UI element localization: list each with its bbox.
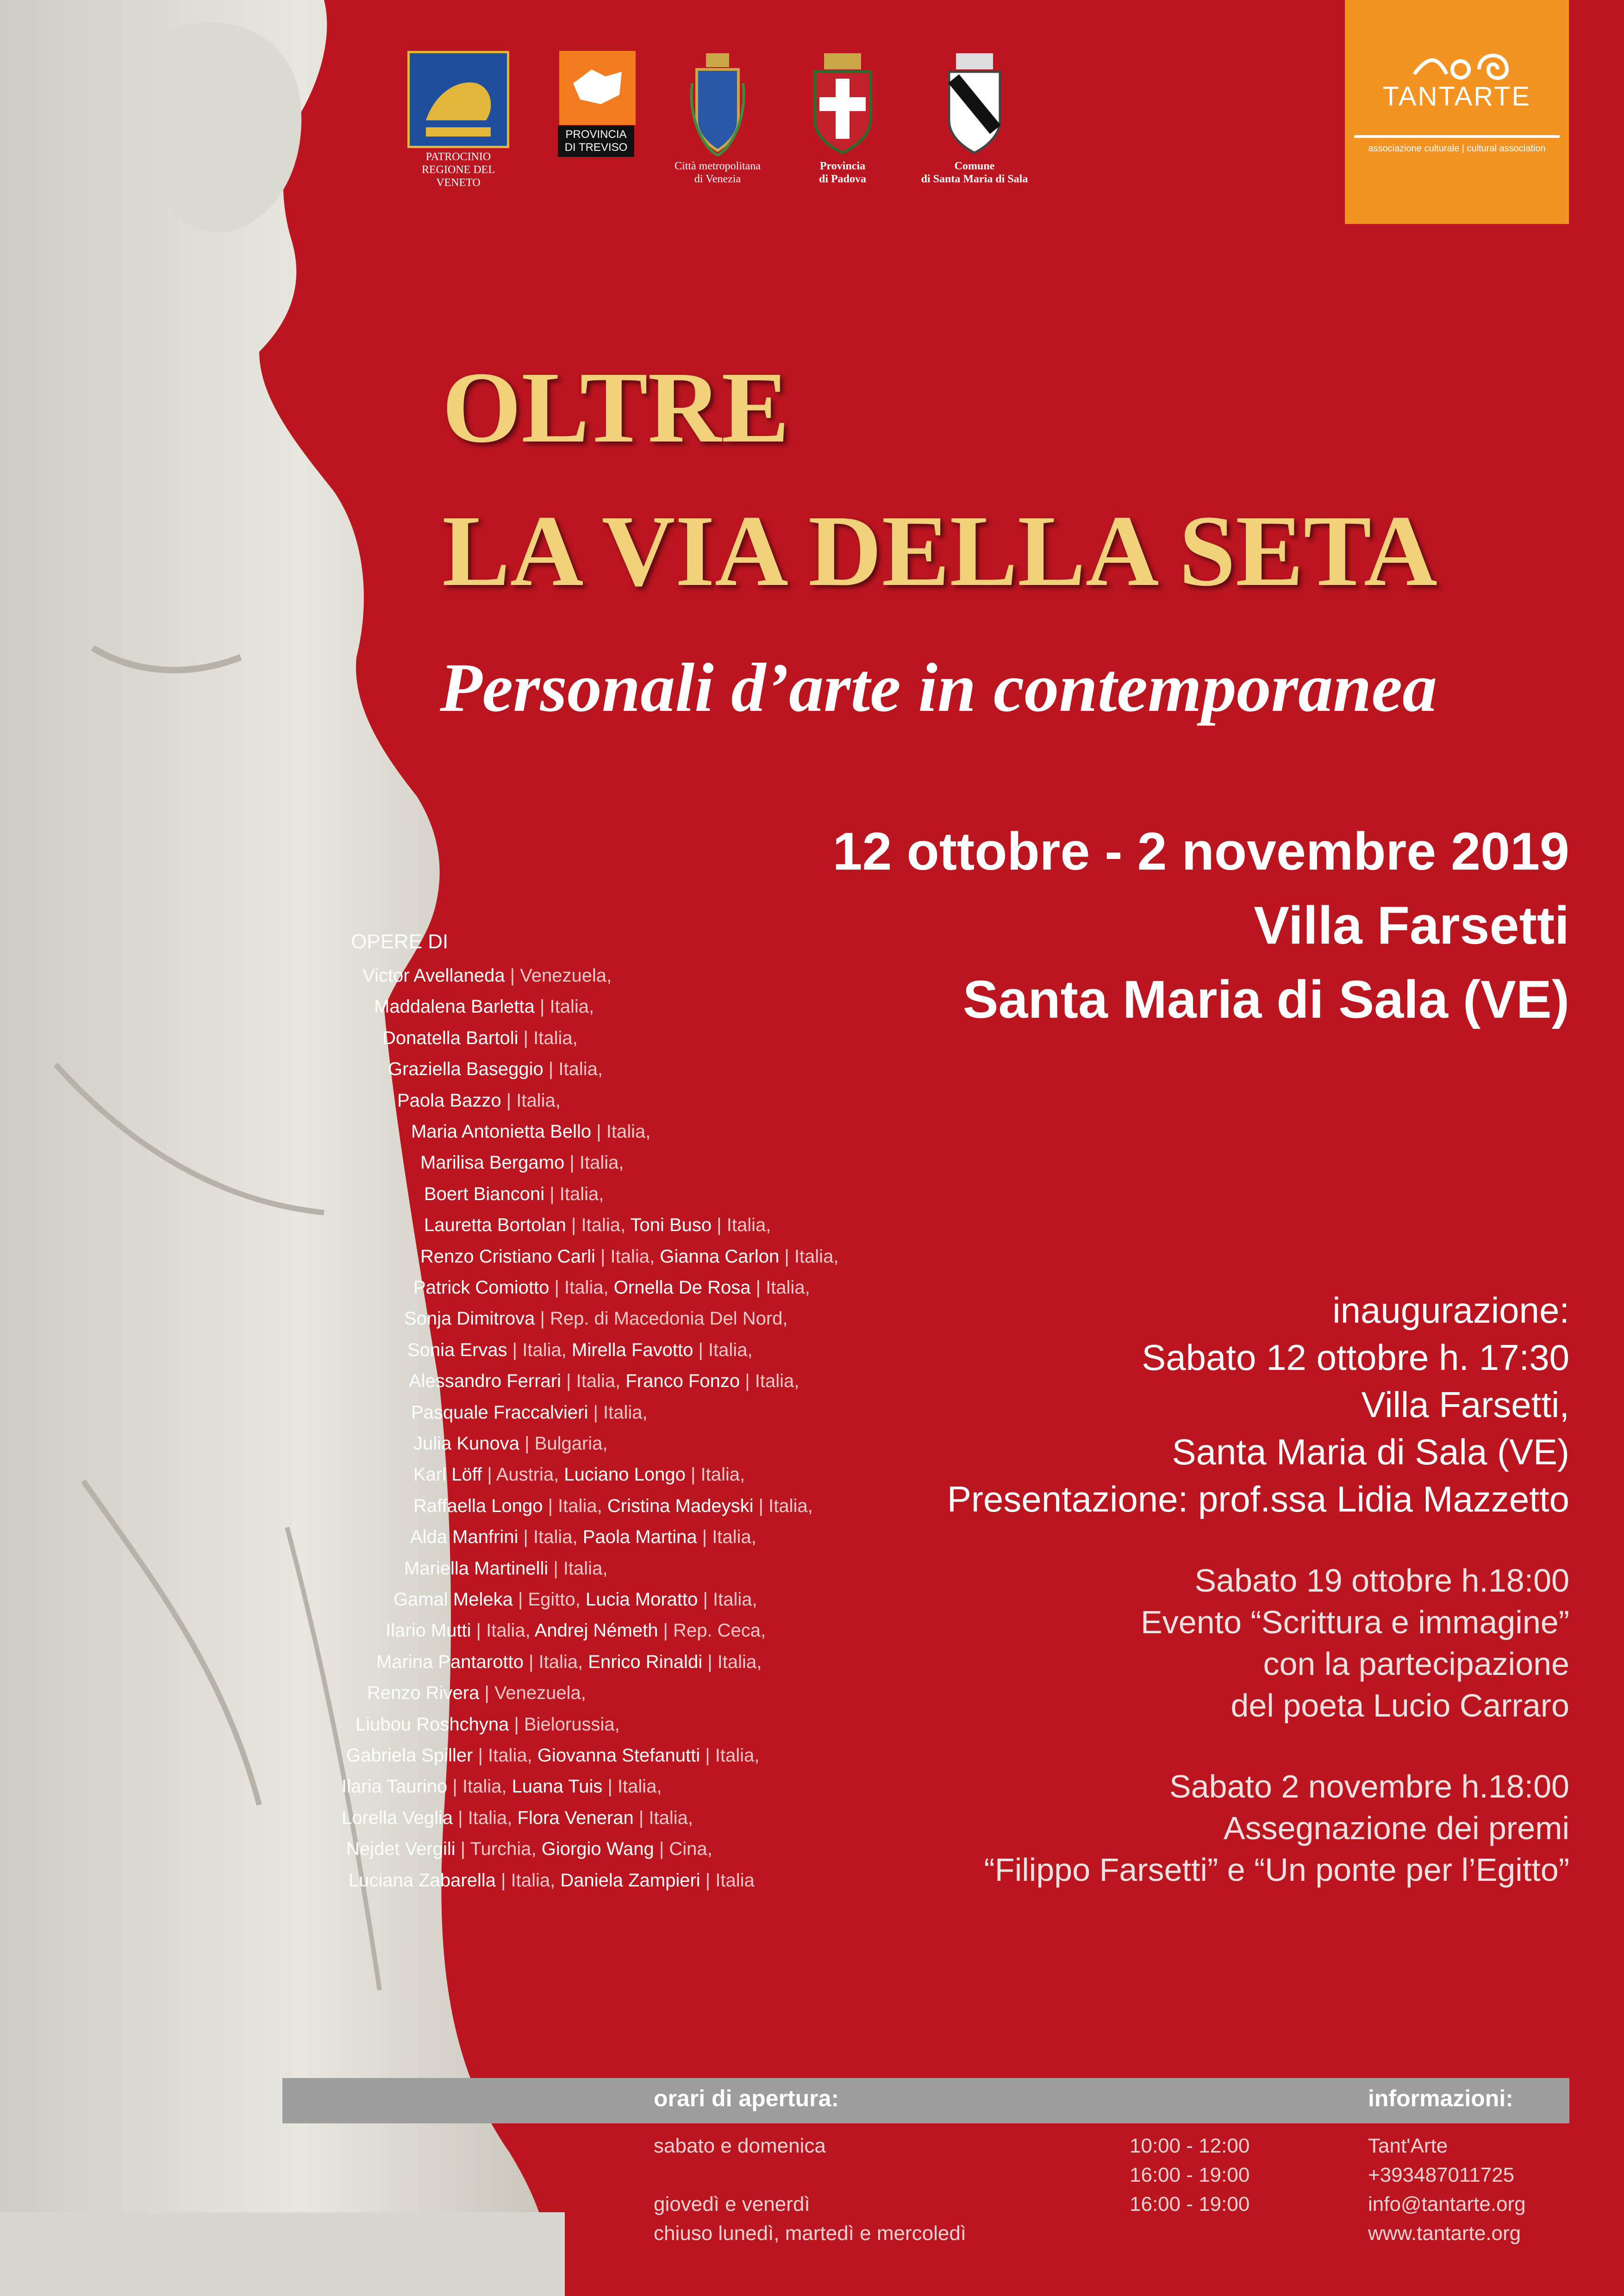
artist-name: Flora Veneran <box>517 1807 634 1828</box>
treviso-emblem-icon <box>559 51 636 125</box>
hours-day-1: sabato e domenica <box>654 2134 826 2157</box>
artist-country: | Bulgaria, <box>519 1433 608 1454</box>
artist-name: Lauretta Bortolan <box>424 1215 566 1236</box>
artist-row <box>411 1397 648 1428</box>
artist-name: Gabriela Spiller <box>346 1745 473 1766</box>
venezia-coat-of-arms-icon <box>687 51 748 157</box>
artist-name: Toni Buso <box>630 1215 712 1236</box>
artist-row <box>413 1459 745 1490</box>
artist-country: | Italia, <box>685 1464 745 1485</box>
artist-row <box>376 1647 762 1678</box>
artist-country: | Italia, <box>473 1745 537 1766</box>
artist-row <box>424 1210 771 1241</box>
artist-name: Luciana Zabarella <box>349 1870 496 1891</box>
artist-country: | Venezuela, <box>479 1683 586 1704</box>
artist-name: Alessandro Ferrari <box>409 1371 562 1392</box>
artist-name: Alda Manfrini <box>410 1527 518 1548</box>
info-phone: +393487011725 <box>1368 2164 1515 2186</box>
artist-country: | Italia, <box>561 1371 626 1392</box>
artist-row <box>410 1522 756 1553</box>
artist-row <box>394 1584 757 1615</box>
tantarte-divider <box>1354 135 1560 138</box>
artist-country: | Italia, <box>697 1527 756 1548</box>
hours-time-2: 16:00 - 19:00 <box>1130 2164 1250 2186</box>
logo-comune-santa-maria-di-sala <box>907 51 1042 186</box>
artist-row <box>362 960 612 991</box>
subtitle: Personali d’arte in contemporanea <box>440 649 1437 726</box>
artist-name: Renzo Rivera <box>367 1683 480 1704</box>
artist-row <box>367 1678 586 1709</box>
artist-row <box>386 1615 766 1646</box>
padova-caption-2: di Padova <box>818 173 867 185</box>
veneto-caption: PATROCINIO <box>425 151 491 163</box>
artist-country: | Italia, <box>548 1558 608 1579</box>
artist-name: Lorella Veglia <box>342 1807 453 1828</box>
logo-citta-metropolitana-venezia <box>667 51 768 186</box>
artist-row <box>397 1085 561 1116</box>
artist-country: | Italia, <box>453 1807 518 1828</box>
info-email: info@tantarte.org <box>1368 2193 1526 2215</box>
artist-name: Victor Avellaneda <box>362 965 505 986</box>
tantarte-name: TANTARTE <box>1382 81 1531 112</box>
artist-row <box>349 1865 755 1896</box>
info-website: www.tantarte.org <box>1368 2222 1521 2245</box>
hours-closed: chiuso lunedì, martedì e mercoledì <box>654 2222 967 2245</box>
info-organizer: Tant'Arte <box>1368 2134 1448 2157</box>
artist-name: Lucia Moratto <box>586 1589 698 1610</box>
event2-title: Assegnazione dei premi <box>1223 1810 1569 1846</box>
artist-country: | Italia, <box>496 1870 561 1891</box>
artist-row <box>404 1553 607 1584</box>
artist-country: | Italia, <box>602 1776 662 1797</box>
artist-name: Ornella De Rosa <box>613 1277 751 1298</box>
artist-name: Andrej Németh <box>534 1620 658 1641</box>
sms-caption-2: di Santa Maria di Sala <box>921 173 1028 185</box>
artist-name: Renzo Cristiano Carli <box>420 1246 595 1267</box>
artist-row <box>411 1116 650 1147</box>
artist-name: Marina Pantarotto <box>376 1651 524 1672</box>
hours-day-2: giovedì e venerdì <box>654 2193 810 2215</box>
treviso-caption-2: DI TREVISO <box>564 141 628 154</box>
artist-name: Sonja Dimitrova <box>404 1308 535 1329</box>
artist-row <box>342 1771 662 1802</box>
artist-country: | Italia, <box>698 1589 757 1610</box>
treviso-caption: PROVINCIA <box>565 128 627 141</box>
artist-name: Enrico Rinaldi <box>588 1651 703 1672</box>
artist-row <box>382 1023 578 1054</box>
hours-time-1: 10:00 - 12:00 <box>1130 2134 1250 2157</box>
artist-name: Karl Löff <box>413 1464 482 1485</box>
artist-name: Paola Bazzo <box>397 1090 501 1111</box>
artist-row <box>409 1366 799 1397</box>
event-premi-block <box>984 1766 1569 1891</box>
artist-name: Raffaella Longo <box>413 1495 543 1516</box>
artist-country: | Italia, <box>518 1527 583 1548</box>
artist-row <box>346 1834 712 1865</box>
artist-row <box>407 1335 753 1366</box>
artist-name: Maria Antonietta Bello <box>411 1121 592 1142</box>
event-dates-block <box>833 815 1569 1037</box>
artist-name: Luana Tuis <box>512 1776 603 1797</box>
artist-country: | Italia, <box>549 1277 614 1298</box>
artist-name: Liubou Roshchyna <box>356 1714 509 1735</box>
artist-country: | Italia, <box>750 1277 810 1298</box>
artist-country: | Turchia, <box>455 1839 542 1860</box>
artist-name: Julia Kunova <box>413 1433 520 1454</box>
event-place: Santa Maria di Sala (VE) <box>962 970 1569 1029</box>
artist-country: | Austria, <box>482 1464 564 1485</box>
venezia-caption: Città metropolitana <box>675 160 761 172</box>
artist-row <box>346 1740 759 1771</box>
event1-line4: del poeta Lucio Carraro <box>1230 1687 1569 1724</box>
artist-name: Patrick Comiotto <box>413 1277 550 1298</box>
artist-row <box>420 1147 624 1178</box>
inauguration-presenter: Presentazione: prof.ssa Lidia Mazzetto <box>947 1479 1569 1519</box>
santa-maria-di-sala-coat-of-arms-icon <box>940 51 1009 157</box>
artist-row <box>342 1803 693 1834</box>
artist-country: | Italia, <box>543 1495 607 1516</box>
artist-row <box>388 1054 603 1085</box>
artist-name: Cristina Madeyski <box>607 1495 754 1516</box>
artist-country: | Italia, <box>693 1339 753 1360</box>
artist-country: | Italia, <box>501 1090 561 1111</box>
artist-country: | Egitto, <box>512 1589 586 1610</box>
venezia-caption-2: di Venezia <box>694 173 741 185</box>
artist-name: Gamal Meleka <box>394 1589 513 1610</box>
artist-country: | Italia, <box>534 996 594 1017</box>
artist-row <box>424 1179 604 1210</box>
artist-name: Mariella Martinelli <box>404 1558 549 1579</box>
title-line-1: OLTRE <box>442 351 790 464</box>
sms-caption: Comune <box>954 160 995 172</box>
artist-country: | Italia, <box>507 1339 572 1360</box>
artist-country: | Italia <box>700 1870 755 1891</box>
artist-country: | Italia, <box>544 1183 604 1204</box>
artist-country: | Cina, <box>654 1839 712 1860</box>
artist-name: Graziella Baseggio <box>388 1059 543 1080</box>
artist-row <box>404 1303 788 1334</box>
artist-country: | Italia, <box>779 1246 839 1267</box>
inauguration-venue: Villa Farsetti, <box>1361 1384 1569 1425</box>
artist-name: Paola Martina <box>582 1527 697 1548</box>
artist-country: | Rep. di Macedonia Del Nord, <box>535 1308 788 1329</box>
artist-name: Ilaria Taurino <box>342 1776 448 1797</box>
inauguration-place: Santa Maria di Sala (VE) <box>1172 1431 1569 1472</box>
artist-country: | Italia, <box>740 1371 800 1392</box>
artist-name: Donatella Bartoli <box>382 1027 518 1048</box>
artist-country: | Italia, <box>518 1027 578 1048</box>
artist-name: Maddalena Barletta <box>374 996 535 1017</box>
veneto-caption-2: REGIONE DEL VENETO <box>422 164 495 189</box>
event2-line3: “Filippo Farsetti” e “Un ponte per l’Egitto” <box>984 1852 1569 1888</box>
event-dates: 12 ottobre - 2 novembre 2019 <box>832 822 1569 881</box>
artist-country: | Italia, <box>447 1776 512 1797</box>
inauguration-block <box>947 1287 1569 1523</box>
hours-time-3: 16:00 - 19:00 <box>1130 2193 1250 2215</box>
artist-name: Giovanna Stefanutti <box>537 1745 700 1766</box>
artists-header: OPERE DI <box>351 930 449 953</box>
artist-name: Boert Bianconi <box>424 1183 545 1204</box>
artist-row <box>413 1491 813 1522</box>
artist-name: Sonia Ervas <box>407 1339 507 1360</box>
tantarte-logo <box>1345 0 1569 224</box>
logo-provincia-padova <box>796 51 889 186</box>
hours-title: orari di apertura: <box>654 2085 839 2111</box>
event-scrittura-block <box>1141 1560 1569 1726</box>
artist-row <box>413 1272 810 1303</box>
artist-name: Nejdet Vergili <box>346 1839 456 1860</box>
tantarte-swirl-icon <box>1405 37 1516 88</box>
artist-name: Luciano Longo <box>564 1464 686 1485</box>
artist-country: | Italia, <box>595 1246 660 1267</box>
padova-coat-of-arms-icon <box>803 51 882 157</box>
artist-name: Ilario Mutti <box>386 1620 471 1641</box>
artist-name: Gianna Carlon <box>660 1246 780 1267</box>
padova-caption: Provincia <box>819 160 866 172</box>
artist-name: Daniela Zampieri <box>560 1870 700 1891</box>
artist-country: | Italia, <box>523 1651 588 1672</box>
inauguration-date: Sabato 12 ottobre h. 17:30 <box>1142 1337 1569 1378</box>
logo-provincia-treviso <box>558 51 637 157</box>
inauguration-label: inaugurazione: <box>1332 1290 1569 1331</box>
artist-country: | Italia, <box>543 1059 603 1080</box>
event1-title: Evento “Scrittura e immagine” <box>1141 1604 1569 1640</box>
artist-row <box>374 991 594 1022</box>
artist-row <box>420 1241 838 1272</box>
artist-country: | Italia, <box>633 1807 693 1828</box>
lion-of-st-mark-icon <box>407 51 509 148</box>
artist-country: | Venezuela, <box>505 965 612 986</box>
artist-country: | Italia, <box>712 1215 771 1236</box>
artist-country: | Rep. Ceca, <box>658 1620 766 1641</box>
artist-country: | Bielorussia, <box>509 1714 620 1735</box>
info-title: informazioni: <box>1368 2085 1513 2111</box>
artist-country: | Italia, <box>591 1121 651 1142</box>
event1-line3: con la partecipazione <box>1263 1646 1569 1682</box>
artist-name: Mirella Favotto <box>572 1339 693 1360</box>
artist-name: Marilisa Bergamo <box>420 1152 565 1173</box>
artist-row <box>356 1709 620 1740</box>
logo-regione-veneto <box>403 51 514 189</box>
tantarte-tagline: associazione culturale | cultural association <box>1368 143 1546 154</box>
artist-country: | Italia, <box>564 1152 624 1173</box>
artist-country: | Italia, <box>753 1495 813 1516</box>
artist-country: | Italia, <box>700 1745 760 1766</box>
artist-name: Pasquale Fraccalvieri <box>411 1402 588 1423</box>
artist-country: | Italia, <box>588 1402 648 1423</box>
title-line-2: LA VIA DELLA SETA <box>442 494 1437 607</box>
artist-country: | Italia, <box>566 1215 631 1236</box>
event1-date: Sabato 19 ottobre h.18:00 <box>1194 1562 1569 1599</box>
artist-row <box>413 1428 608 1459</box>
event2-date: Sabato 2 novembre h.18:00 <box>1169 1768 1569 1804</box>
artist-name: Franco Fonzo <box>625 1371 740 1392</box>
artist-country: | Italia, <box>702 1651 762 1672</box>
artist-country: | Italia, <box>471 1620 535 1641</box>
event-venue: Villa Farsetti <box>1254 896 1569 955</box>
artist-name: Giorgio Wang <box>541 1839 654 1860</box>
